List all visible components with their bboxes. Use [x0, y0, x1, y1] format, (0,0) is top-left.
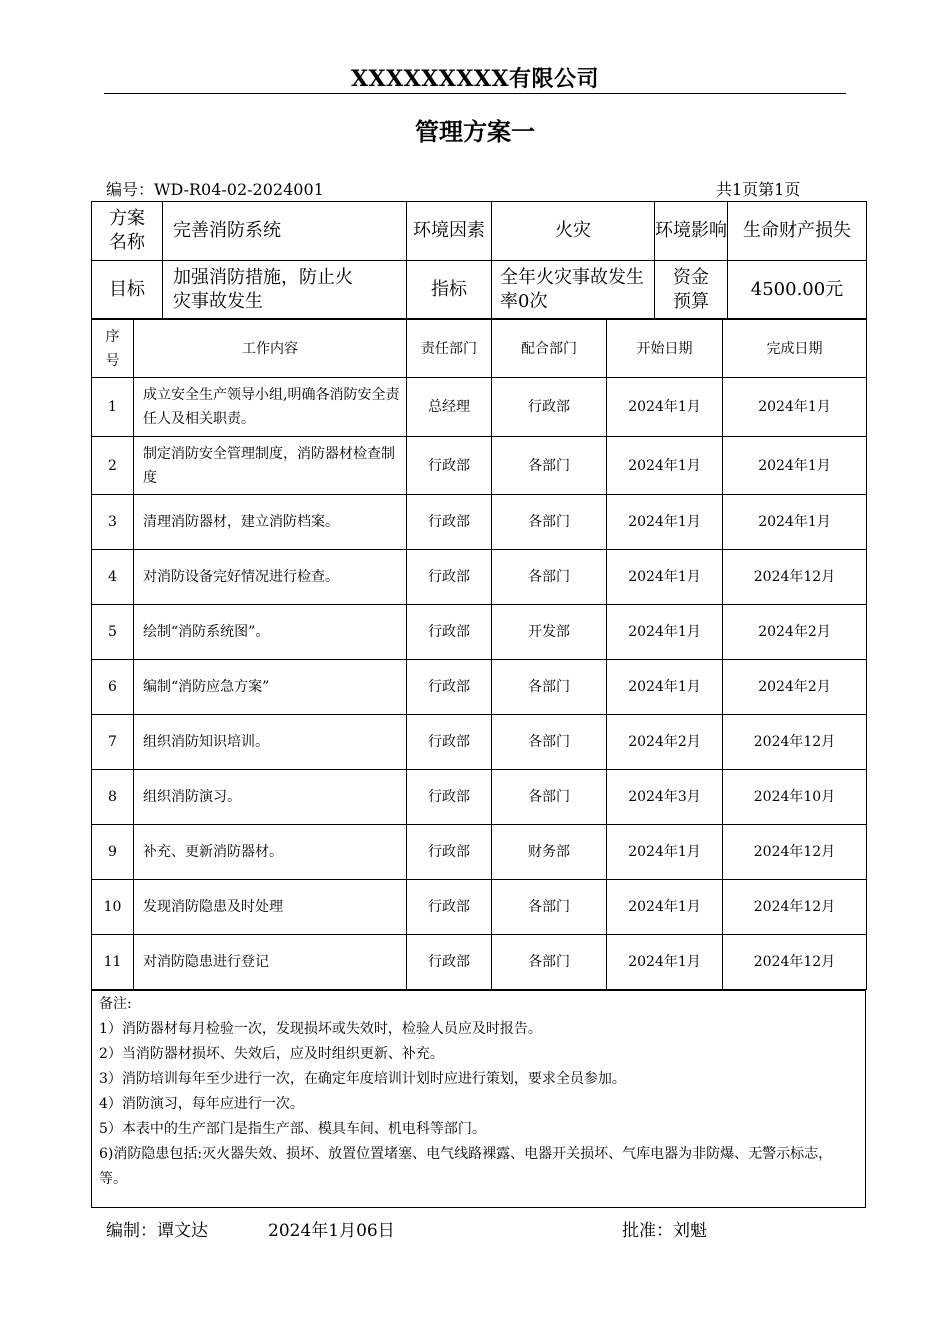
task-end-date: 2024年1月: [723, 437, 867, 495]
table-row: [92, 715, 867, 770]
task-responsible-dept: 行政部: [407, 715, 492, 770]
task-start-date: 2024年1月: [607, 550, 723, 605]
target: 加强消防措施，防止火灾事故发生: [163, 261, 407, 319]
task-no: 10: [92, 880, 134, 935]
compiled-by: 编制：谭文达: [106, 1221, 208, 1241]
task-end-date: 2024年12月: [723, 715, 867, 770]
task-start-date: 2024年1月: [607, 437, 723, 495]
task-end-date: 2024年12月: [723, 880, 867, 935]
task-content: 组织消防演习。: [134, 770, 407, 825]
column-header: 完成日期: [723, 320, 867, 378]
task-cooperating-dept: 各部门: [492, 770, 607, 825]
column-header: 配合部门: [492, 320, 607, 378]
task-no: 5: [92, 605, 134, 660]
compiled-date: 2024年1月06日: [268, 1221, 395, 1241]
task-end-date: 2024年1月: [723, 495, 867, 550]
page-info: 共1页第1页: [716, 180, 801, 199]
note-item: 2）当消防器材损坏、失效后，应及时组织更新、补充。: [99, 1046, 444, 1062]
task-content: 编制“消防应急方案”: [134, 660, 407, 715]
note-item: 3）消防培训每年至少进行一次，在确定年度培训计划时应进行策划，要求全员参加。: [99, 1071, 626, 1087]
plan-name-label: 方案名称: [92, 202, 163, 261]
notes-cell: [92, 991, 866, 1208]
task-end-date: 2024年2月: [723, 660, 867, 715]
notes-section: [91, 990, 866, 1208]
task-end-date: 2024年12月: [723, 935, 867, 990]
task-no: 8: [92, 770, 134, 825]
task-responsible-dept: 行政部: [407, 550, 492, 605]
task-no: 1: [92, 378, 134, 437]
budget-label: 资金预算: [655, 261, 728, 319]
task-no: 4: [92, 550, 134, 605]
task-no: 6: [92, 660, 134, 715]
table-row: [92, 825, 867, 880]
task-cooperating-dept: 财务部: [492, 825, 607, 880]
task-content: 发现消防隐患及时处理: [134, 880, 407, 935]
task-content: 绘制“消防系统图”。: [134, 605, 407, 660]
task-no: 7: [92, 715, 134, 770]
task-content: 对消防设备完好情况进行检查。: [134, 550, 407, 605]
task-cooperating-dept: 各部门: [492, 935, 607, 990]
table-row: [92, 770, 867, 825]
task-responsible-dept: 行政部: [407, 880, 492, 935]
task-start-date: 2024年3月: [607, 770, 723, 825]
table-header-row: [92, 320, 867, 378]
table-row: [92, 437, 867, 495]
task-responsible-dept: 行政部: [407, 770, 492, 825]
task-responsible-dept: 行政部: [407, 495, 492, 550]
task-cooperating-dept: 各部门: [492, 880, 607, 935]
task-cooperating-dept: 各部门: [492, 495, 607, 550]
task-cooperating-dept: 行政部: [492, 378, 607, 437]
task-start-date: 2024年1月: [607, 605, 723, 660]
task-no: 11: [92, 935, 134, 990]
task-no: 2: [92, 437, 134, 495]
task-start-date: 2024年2月: [607, 715, 723, 770]
task-start-date: 2024年1月: [607, 935, 723, 990]
task-cooperating-dept: 各部门: [492, 550, 607, 605]
task-end-date: 2024年1月: [723, 378, 867, 437]
task-end-date: 2024年10月: [723, 770, 867, 825]
company-name: XXXXXXXXX有限公司: [350, 66, 600, 92]
env-factor-label: 环境因素: [407, 202, 492, 261]
plan-header-table: [91, 201, 867, 319]
task-cooperating-dept: 开发部: [492, 605, 607, 660]
task-responsible-dept: 行政部: [407, 605, 492, 660]
note-item: 4）消防演习，每年应进行一次。: [99, 1096, 304, 1112]
table-row: [92, 660, 867, 715]
task-responsible-dept: 行政部: [407, 437, 492, 495]
header-rule: [104, 93, 846, 94]
document-title: 管理方案一: [415, 117, 535, 146]
table-row: [92, 605, 867, 660]
task-cooperating-dept: 各部门: [492, 437, 607, 495]
env-factor: 火灾: [492, 202, 655, 261]
target-label: 目标: [92, 261, 163, 319]
env-impact-label: 环境影响: [655, 202, 728, 261]
table-row: [92, 935, 867, 990]
note-item: 1）消防器材每月检验一次，发现损坏或失效时，检验人员应及时报告。: [99, 1021, 542, 1037]
approved-by: 批准：刘魁: [622, 1221, 707, 1241]
indicator-label: 指标: [407, 261, 492, 319]
indicator: 全年火灾事故发生率0次: [492, 261, 655, 319]
task-content: 补充、更新消防器材。: [134, 825, 407, 880]
task-responsible-dept: 行政部: [407, 660, 492, 715]
table-row: [92, 880, 867, 935]
column-header: 开始日期: [607, 320, 723, 378]
task-cooperating-dept: 各部门: [492, 660, 607, 715]
budget: 4500.00元: [728, 261, 867, 319]
document-number: 编号：WD-R04-02-2024001: [106, 180, 324, 199]
note-item: 5）本表中的生产部门是指生产部、模具车间、机电科等部门。: [99, 1121, 486, 1137]
task-content: 对消防隐患进行登记: [134, 935, 407, 990]
task-no: 3: [92, 495, 134, 550]
task-content: 制定消防安全管理制度，消防器材检查制度: [134, 437, 407, 495]
task-no: 9: [92, 825, 134, 880]
column-header: 工作内容: [134, 320, 407, 378]
note-item: 6)消防隐患包括:灭火器失效、损坏、放置位置堵塞、电气线路裸露、电器开关损坏、气库电器为非防爆、无警示标志，等。: [99, 1146, 833, 1187]
task-content: 成立安全生产领导小组,明确各消防安全责任人及相关职责。: [134, 378, 407, 437]
task-table: [91, 319, 867, 990]
table-row: [92, 495, 867, 550]
env-impact: 生命财产损失: [728, 202, 867, 261]
task-responsible-dept: 行政部: [407, 935, 492, 990]
task-end-date: 2024年12月: [723, 550, 867, 605]
task-start-date: 2024年1月: [607, 880, 723, 935]
task-content: 组织消防知识培训。: [134, 715, 407, 770]
task-responsible-dept: 总经理: [407, 378, 492, 437]
column-header: 序号: [92, 320, 134, 378]
task-start-date: 2024年1月: [607, 495, 723, 550]
notes-title: 备注:: [99, 996, 132, 1012]
table-row: [92, 550, 867, 605]
task-start-date: 2024年1月: [607, 660, 723, 715]
column-header: 责任部门: [407, 320, 492, 378]
task-start-date: 2024年1月: [607, 378, 723, 437]
task-end-date: 2024年12月: [723, 825, 867, 880]
task-responsible-dept: 行政部: [407, 825, 492, 880]
plan-name: 完善消防系统: [163, 202, 407, 261]
task-cooperating-dept: 各部门: [492, 715, 607, 770]
task-end-date: 2024年2月: [723, 605, 867, 660]
task-start-date: 2024年1月: [607, 825, 723, 880]
task-content: 清理消防器材，建立消防档案。: [134, 495, 407, 550]
table-row: [92, 378, 867, 437]
